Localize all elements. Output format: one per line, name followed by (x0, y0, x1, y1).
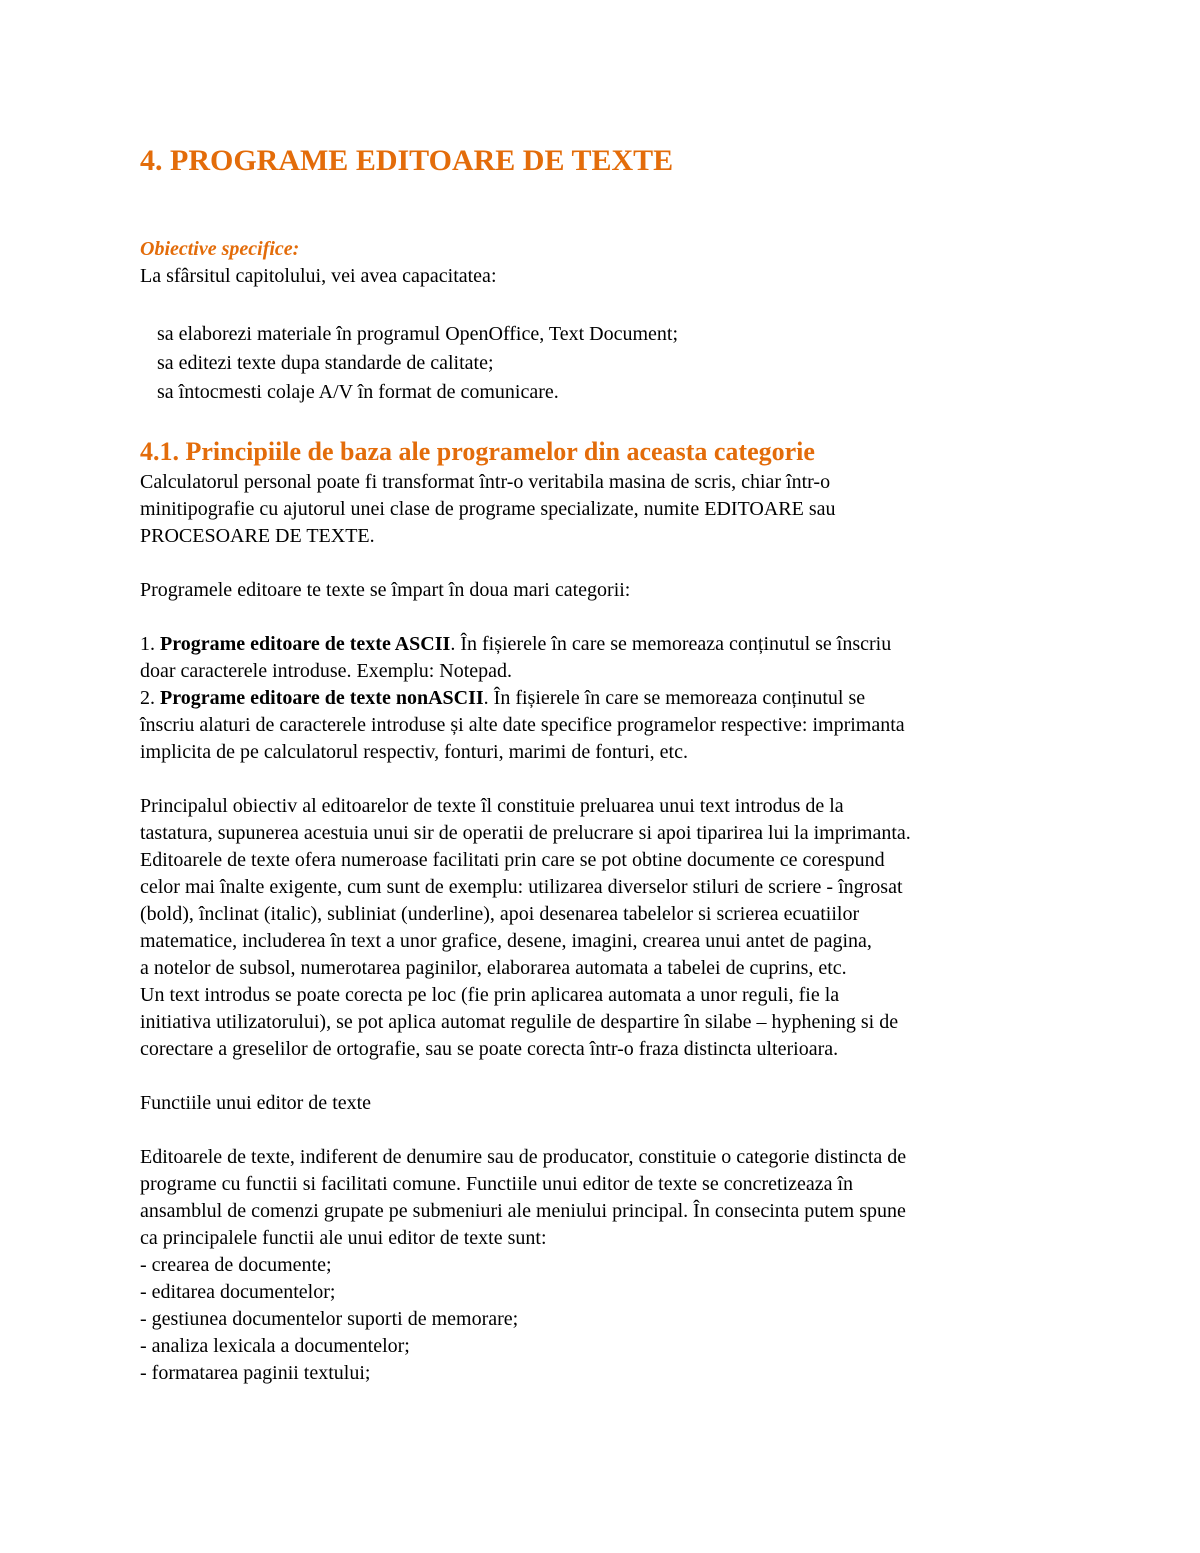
functions-heading: Functiile unui editor de texte (140, 1092, 372, 1114)
paragraph-line: celor mai înalte exigente, cum sunt de exemplu: utilizarea diverselor stiluri de scriere - îngrosat (140, 876, 903, 898)
paragraph-line: initiativa utilizatorului), se pot aplica automat regulile de despartire în silabe – hyphening si de (140, 1011, 899, 1033)
paragraph-line: Editoarele de texte, indiferent de denumire sau de producator, constituie o categorie distincta de (140, 1146, 907, 1168)
categories-intro: Programele editoare te texte se împart în doua mari categorii: (140, 579, 631, 601)
category-1-name: Programe editoare de texte ASCII (160, 633, 451, 655)
paragraph-line: ca principalele functii ale unui editor de texte sunt: (140, 1227, 547, 1249)
category-2-text: . În fișierele în care se memoreaza conținutul se (483, 687, 866, 709)
paragraph-line: doar caracterele introduse. Exemplu: Notepad. (140, 660, 513, 682)
category-2-line (140, 685, 865, 711)
list-item: - gestiunea documentelor suporti de memorare; (140, 1308, 519, 1330)
paragraph-line: a notelor de subsol, numerotarea paginilor, elaborarea automata a tabelei de cuprins, etc. (140, 957, 847, 979)
list-item: - editarea documentelor; (140, 1281, 336, 1303)
list-item: - analiza lexicala a documentelor; (140, 1335, 410, 1357)
paragraph-line: Un text introdus se poate corecta pe loc (fie prin aplicarea automata a unor reguli, fie la (140, 984, 840, 1006)
list-item: - formatarea paginii textului; (140, 1362, 371, 1384)
paragraph-line: Editoarele de texte ofera numeroase facilitati prin care se pot obtine documente ce corespund (140, 849, 885, 871)
paragraph-line: tastatura, supunerea acestuia unui sir de operatii de prelucrare si apoi tiparirea lui la imprimanta. (140, 822, 911, 844)
category-1-text: . În fișierele în care se memoreaza conținutul se înscriu (450, 633, 892, 655)
paragraph-line: ansamblul de comenzi grupate pe submeniuri ale meniului principal. În consecinta putem spune (140, 1200, 906, 1222)
section-heading: 4.1. Principiile de baza ale programelor din aceasta categorie (140, 437, 815, 466)
category-1-number: 1. (140, 633, 160, 655)
paragraph-line: matematice, includerea în text a unor grafice, desene, imagini, crearea unui antet de pagina, (140, 930, 872, 952)
objective-item: sa editezi texte dupa standarde de calitate; (157, 352, 494, 374)
objective-item: sa elaborezi materiale în programul OpenOffice, Text Document; (157, 323, 678, 345)
paragraph-line: înscriu alaturi de caracterele introduse și alte date specifice programelor respective: imprimanta (140, 714, 905, 736)
paragraph-line: (bold), înclinat (italic), subliniat (underline), apoi desenarea tabelelor si scrierea ecuatiilor (140, 903, 860, 925)
paragraph-line: Calculatorul personal poate fi transformat într-o veritabila masina de scris, chiar într-o (140, 471, 831, 493)
paragraph-line: PROCESOARE DE TEXTE. (140, 525, 375, 547)
paragraph-line: Principalul obiectiv al editoarelor de texte îl constituie preluarea unui text introdus de la (140, 795, 844, 817)
paragraph-line: minitipografie cu ajutorul unei clase de programe specializate, numite EDITOARE sau (140, 498, 836, 520)
objectives-intro: La sfârsitul capitolului, vei avea capacitatea: (140, 265, 497, 287)
objective-item: sa întocmesti colaje A/V în format de comunicare. (157, 381, 559, 403)
paragraph-line: corectare a greselilor de ortografie, sau se poate corecta într-o fraza distincta ulterioara. (140, 1038, 839, 1060)
category-2-number: 2. (140, 687, 160, 709)
chapter-heading: 4. PROGRAME EDITOARE DE TEXTE (140, 144, 674, 177)
paragraph-line: programe cu functii si facilitati comune. Functiile unui editor de texte se concretizeaza în (140, 1173, 854, 1195)
category-2-name: Programe editoare de texte nonASCII (160, 687, 484, 709)
list-item: - crearea de documente; (140, 1254, 332, 1276)
paragraph-line: implicita de pe calculatorul respectiv, fonturi, marimi de fonturi, etc. (140, 741, 688, 763)
objectives-title: Obiective specifice: (140, 238, 300, 260)
category-1-line (140, 631, 891, 657)
